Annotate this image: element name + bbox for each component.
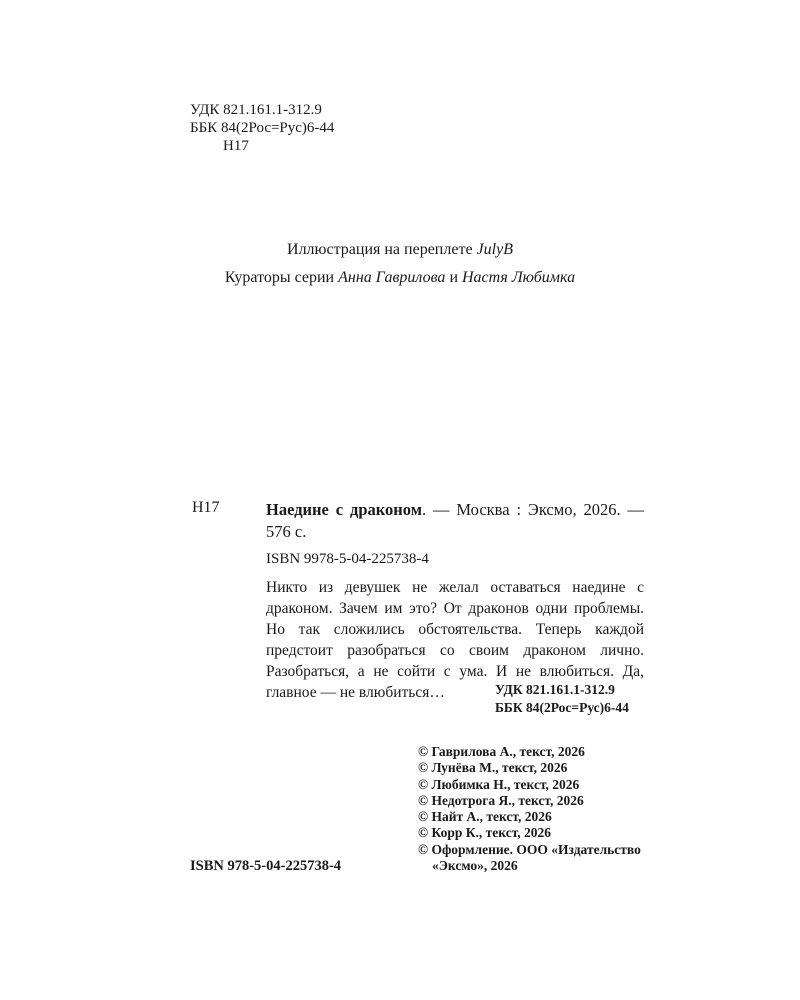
curators-credit <box>0 264 800 292</box>
annotation-isbn: ISBN 9978-5-04-225738-4 <box>266 551 429 567</box>
copyright-line: © Любимка Н., текст, 2026 <box>418 776 580 792</box>
curators-conjunction: и <box>449 269 458 286</box>
isbn-bottom: ISBN 978-5-04-225738-4 <box>190 858 342 874</box>
author-mark: Н17 <box>223 138 249 154</box>
book-title: Наедине с драконом <box>266 500 422 519</box>
classification-codes <box>190 101 334 155</box>
illustrator-name: JulyB <box>476 241 513 258</box>
copyright-line: © Оформление. ООО «Издательство <box>418 841 641 857</box>
curator-name-1: Анна Гаврилова <box>338 269 446 286</box>
copyright-line: © Лунёва М., текст, 2026 <box>418 760 568 776</box>
illustration-credit <box>0 236 800 264</box>
copyright-list <box>418 744 641 874</box>
illustration-prefix: Иллюстрация на переплете <box>287 241 473 258</box>
annotation-classification <box>495 681 629 717</box>
copyright-line: © Гаврилова А., текст, 2026 <box>418 744 585 759</box>
credits-block <box>0 236 800 292</box>
copyright-line: © Корр К., текст, 2026 <box>418 825 552 841</box>
curator-name-2: Настя Любимка <box>462 269 576 286</box>
curators-prefix: Кураторы серии <box>224 269 335 286</box>
abstract-text: Никто из девушек не желал оставаться наедине с драконом. Зачем им это? От драконов одни проблемы. Но так сложились обстоятельства. Теперь каждой предстоит разобраться со своим драконом лично. Разобраться, а не сойти с ума. И не влюбиться. Да, главное — не влюбиться… <box>266 579 644 701</box>
annotation-author-mark: Н17 <box>192 499 220 516</box>
imprint: . — Москва : Эксмо, 2026. — 576 с. <box>266 500 644 541</box>
copyright-line: © Недотрога Я., текст, 2026 <box>418 792 584 808</box>
copyright-line-continuation: «Эксмо», 2026 <box>432 858 518 874</box>
copyright-line: © Найт А., текст, 2026 <box>418 809 552 825</box>
bbk-code: ББК 84(2Рос=Рус)6-44 <box>190 120 335 136</box>
annotation-bbk: ББК 84(2Рос=Рус)6-44 <box>495 700 629 715</box>
annotation-udk: УДК 821.161.1-312.9 <box>495 682 615 697</box>
bibliographic-record <box>266 499 644 543</box>
udk-code: УДК 821.161.1-312.9 <box>190 102 322 118</box>
